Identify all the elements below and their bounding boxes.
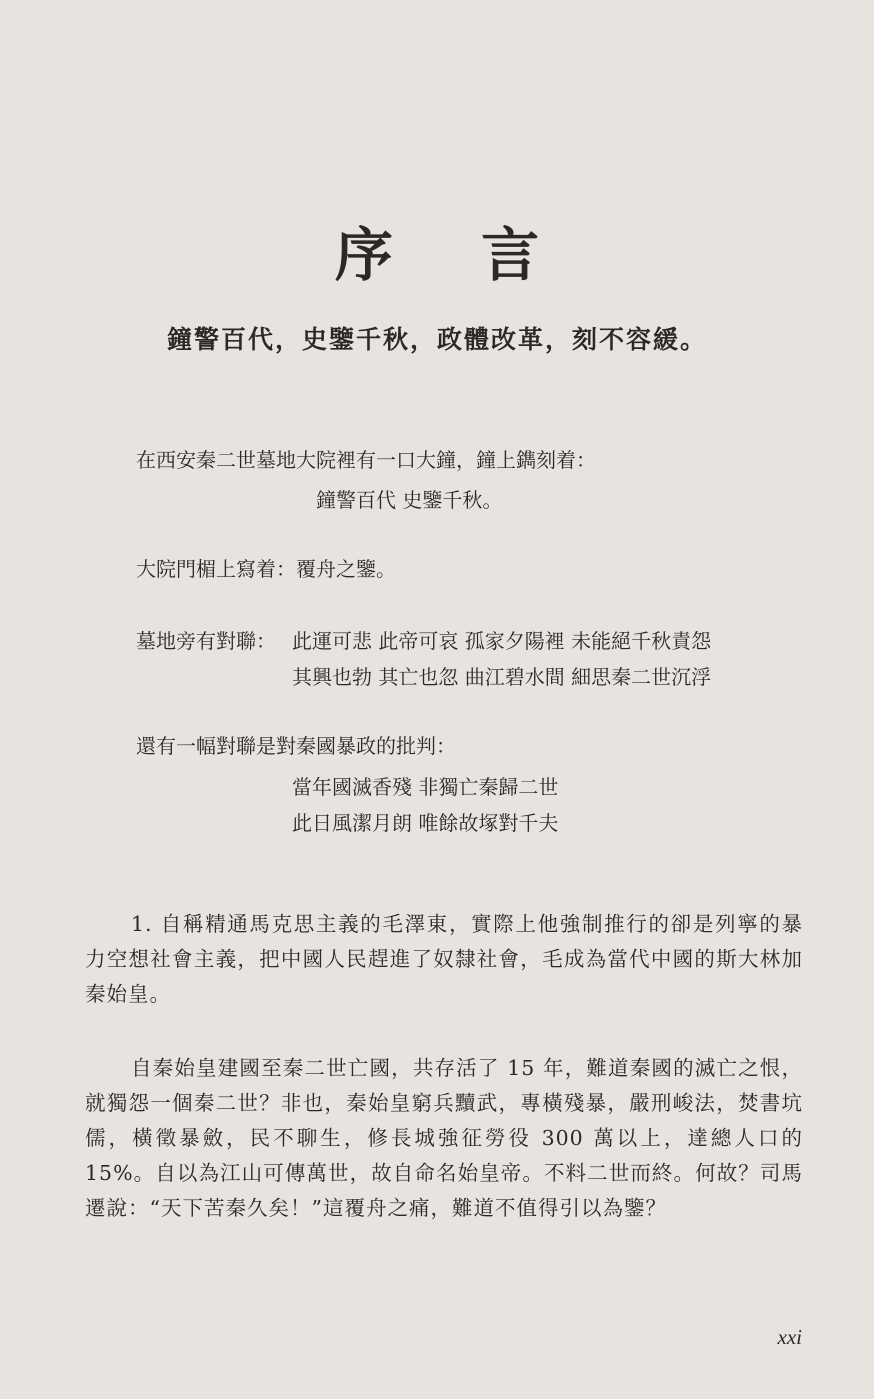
lintel-text: 大院門楣上寫着：覆舟之鑒。 xyxy=(136,557,396,581)
couplet1-intro: 墓地旁有對聯： xyxy=(136,629,276,653)
page-number: xxi xyxy=(777,1325,802,1349)
couplet2-line1: 當年國滅香殘 非獨亡秦歸二世 xyxy=(292,775,559,799)
paragraph-2 xyxy=(85,1051,803,1226)
bell-inscription: 鐘警百代 史鑒千秋。 xyxy=(316,488,503,512)
page-title: 序 言 xyxy=(334,221,574,289)
bell-intro-text: 在西安秦二世墓地大院裡有一口大鐘，鐘上鐫刻着： xyxy=(136,448,596,472)
paragraph-2-text: 自秦始皇建國至秦二世亡國，共存活了 15 年，難道秦國的滅亡之恨，就獨怨一個秦二世？非也，秦始皇窮兵黷武，專橫殘暴，嚴刑峻法，焚書坑儒，橫徵暴斂，民不聊生，修長城強征勞役 300 萬以上，達總人口的 15%。自以為江山可傳萬世，故自命名始皇帝。不料二世而終。何故？司馬遷說：“天下苦秦久矣！”這覆舟之痛，難道不值得引以為鑒？ xyxy=(85,1056,803,1220)
paragraph-1-text: 1. 自稱精通馬克思主義的毛澤東，實際上他強制推行的卻是列寧的暴力空想社會主義，把中國人民趕進了奴隸社會，毛成為當代中國的斯大林加秦始皇。 xyxy=(85,912,803,1006)
couplet2-intro: 還有一幅對聯是對秦國暴政的批判： xyxy=(136,734,456,758)
page-subtitle: 鐘警百代，史鑒千秋，政體改革，刻不容緩。 xyxy=(166,325,707,354)
couplet1-line2: 其興也勃 其亡也忽 曲江碧水間 細思秦二世沉浮 xyxy=(292,665,712,689)
paragraph-1 xyxy=(85,907,803,1012)
couplet2-line2: 此日風潔月朗 唯餘故塚對千夫 xyxy=(292,811,559,835)
couplet1-line1: 此運可悲 此帝可哀 孤家夕陽裡 未能絕千秋責怨 xyxy=(292,629,712,653)
